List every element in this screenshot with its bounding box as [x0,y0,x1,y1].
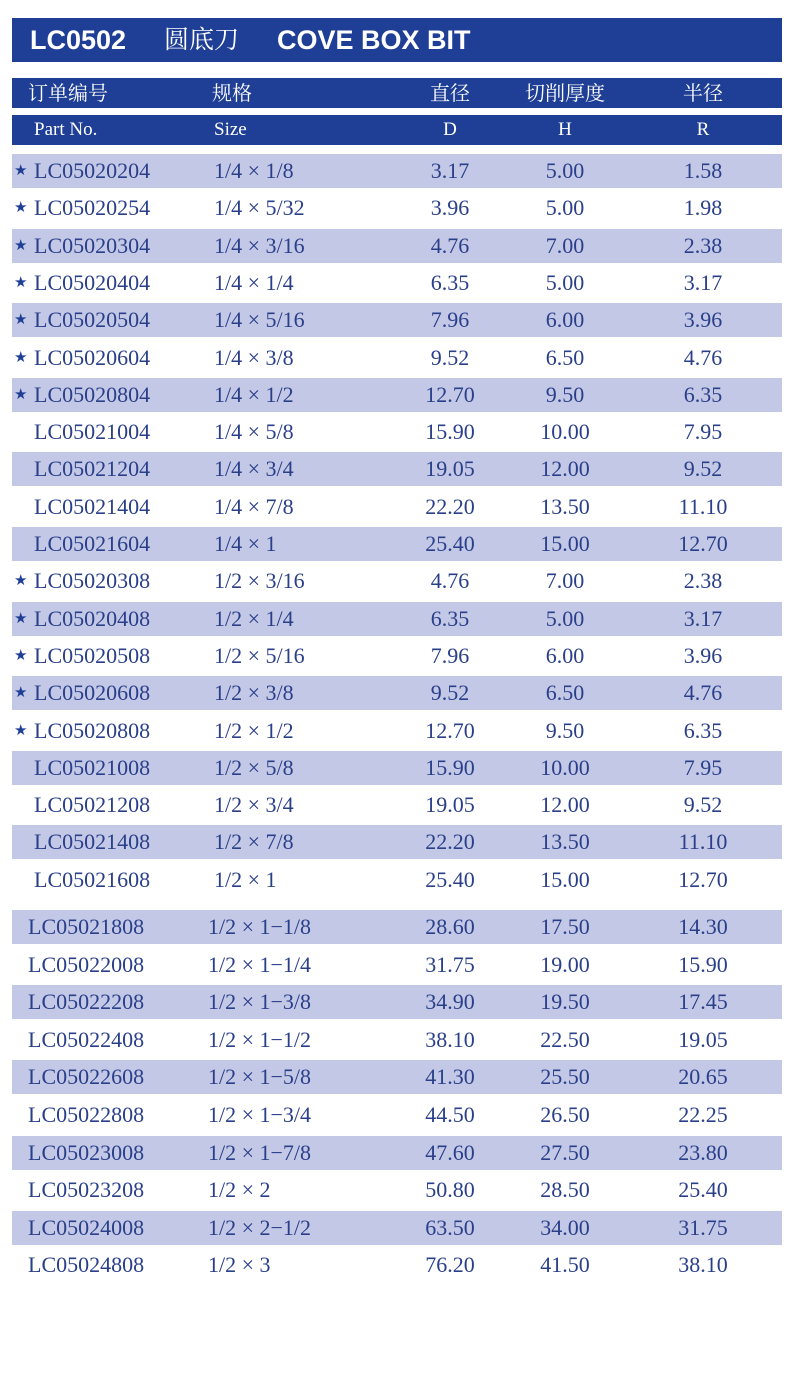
part-number-cell: LC05022808 [28,1102,145,1127]
star-icon: ★ [14,312,28,329]
diameter-cell: 47.60 [425,1139,475,1165]
height-cell: 5.00 [545,158,585,183]
height-cell: 5.00 [545,269,585,295]
diameter-cell: 31.75 [425,951,475,977]
height-cell: 7.00 [545,232,585,258]
star-icon: ★ [14,386,28,403]
radius-cell: 3.17 [683,269,723,295]
table-row [12,714,782,748]
table-row [12,415,782,449]
table-row [12,788,782,822]
table-row [12,490,782,524]
size-cell: 1/4 × 1/2 [214,381,294,407]
table-row [12,676,782,710]
diameter-cell: 22.20 [425,493,475,519]
table-row [12,527,782,561]
radius-cell: 20.65 [678,1064,728,1090]
title-code: LC0502 [30,25,127,55]
radius-cell: 22.25 [678,1102,728,1127]
height-cell: 13.50 [540,493,590,519]
part-number-cell: LC05021408 [34,829,151,855]
height-cell: 22.50 [540,1026,590,1052]
table-row [12,341,782,375]
height-cell: 6.00 [545,642,585,668]
table-row [12,948,782,982]
size-cell: 1/2 × 3/4 [214,792,294,818]
diameter-cell: 50.80 [425,1177,475,1203]
part-number-cell: LC05022208 [28,989,145,1015]
height-cell: 15.00 [540,866,590,892]
height-cell: 19.00 [540,951,590,977]
diameter-cell: 63.50 [425,1214,475,1240]
table-row [12,863,782,897]
diameter-cell: 15.90 [425,419,475,445]
radius-cell: 6.35 [683,381,723,407]
part-number-cell: LC05022608 [28,1064,145,1090]
part-number-cell: LC05023208 [28,1177,145,1203]
table-row [12,639,782,673]
part-number-cell: LC05020308 [34,568,151,594]
radius-cell: 3.96 [683,307,723,333]
star-icon: ★ [14,685,28,702]
part-number-cell: LC05020808 [34,717,151,743]
diameter-cell: 19.05 [425,792,475,818]
part-number-cell: LC05020504 [34,307,151,333]
size-cell: 1/2 × 5/16 [214,642,305,668]
radius-cell: 7.95 [683,419,723,445]
height-cell: 10.00 [540,754,590,780]
part-number-cell: LC05021008 [34,754,151,780]
diameter-cell: 9.52 [430,344,470,370]
size-cell: 1/2 × 3/16 [214,568,305,594]
height-cell: 9.50 [545,717,585,743]
size-cell: 1/2 × 3 [208,1252,271,1278]
radius-cell: 2.38 [683,232,723,258]
height-cell: 7.00 [545,568,585,594]
size-cell: 1/2 × 1−3/8 [208,989,312,1015]
table-row [12,1248,782,1282]
height-cell: 6.50 [545,680,585,706]
diameter-cell: 15.90 [425,754,475,780]
part-number-cell: LC05022408 [28,1026,145,1052]
part-number-cell: LC05021404 [34,493,151,519]
star-icon: ★ [14,610,28,627]
part-number-cell: LC05020254 [34,195,151,221]
size-cell: 1/2 × 1/4 [214,605,294,631]
diameter-cell: 25.40 [425,866,475,892]
height-cell: 12.00 [540,792,590,818]
radius-cell: 4.76 [683,344,723,370]
table-row [12,154,782,188]
part-number-cell: LC05021208 [34,792,151,818]
table-row [12,1023,782,1057]
diameter-cell: 38.10 [425,1026,475,1052]
part-number-cell: LC05020508 [34,642,151,668]
radius-cell: 7.95 [683,754,723,780]
header-d-cn: 直径 [430,81,470,105]
diameter-cell: 4.76 [430,568,470,594]
title-chinese: 圆底刀 [164,25,240,54]
radius-cell: 12.70 [678,531,728,556]
size-cell: 1/4 × 1 [214,531,277,556]
radius-cell: 4.76 [683,680,723,706]
diameter-cell: 41.30 [425,1064,475,1090]
size-cell: 1/2 × 7/8 [214,829,294,855]
table-row [12,303,782,337]
diameter-cell: 7.96 [430,642,470,668]
part-number-cell: LC05022008 [28,951,145,977]
table-row [12,985,782,1019]
table-row [12,910,782,944]
size-cell: 1/2 × 5/8 [214,754,294,780]
header-part-en: Part No. [34,119,98,140]
part-number-cell: LC05021604 [34,531,151,556]
part-number-cell: LC05020204 [34,158,151,183]
size-cell: 1/2 × 1−1/8 [208,914,312,939]
part-number-cell: LC05021204 [34,456,151,482]
diameter-cell: 19.05 [425,456,475,482]
height-cell: 9.50 [545,381,585,407]
size-cell: 1/2 × 2−1/2 [208,1214,312,1240]
size-cell: 1/4 × 1/4 [214,269,294,295]
star-icon: ★ [14,274,28,291]
table-row [12,564,782,598]
radius-cell: 2.38 [683,568,723,594]
size-cell: 1/2 × 1 [214,866,277,892]
table-row [12,191,782,225]
diameter-cell: 12.70 [425,717,475,743]
part-number-cell: LC05023008 [28,1139,145,1165]
height-cell: 17.50 [540,914,590,939]
header-size-cn: 规格 [212,81,252,105]
table-row [12,751,782,785]
table-row [12,1173,782,1207]
part-number-cell: LC05021608 [34,866,151,892]
diameter-cell: 44.50 [425,1102,475,1127]
size-cell: 1/2 × 1−3/4 [208,1102,312,1127]
header-d-en: D [443,119,457,140]
size-cell: 1/4 × 3/4 [214,456,294,482]
diameter-cell: 12.70 [425,381,475,407]
size-cell: 1/2 × 1−5/8 [208,1064,312,1090]
table-row [12,266,782,300]
part-number-cell: LC05020304 [34,232,151,258]
radius-cell: 25.40 [678,1177,728,1203]
diameter-cell: 6.35 [430,605,470,631]
radius-cell: 6.35 [683,717,723,743]
height-cell: 5.00 [545,605,585,631]
radius-cell: 15.90 [678,951,728,977]
height-cell: 25.50 [540,1064,590,1090]
diameter-cell: 76.20 [425,1252,475,1278]
star-icon: ★ [14,163,28,179]
height-cell: 5.00 [545,195,585,221]
size-cell: 1/4 × 3/8 [214,344,294,370]
size-cell: 1/4 × 1/8 [214,158,294,183]
height-cell: 10.00 [540,419,590,445]
star-icon: ★ [14,647,28,664]
header-h-cn: 切削厚度 [525,81,605,105]
part-number-cell: LC05020804 [34,381,151,407]
table-row [12,229,782,263]
height-cell: 6.50 [545,344,585,370]
size-cell: 1/4 × 5/16 [214,307,305,333]
header-r-cn: 半径 [683,81,723,105]
size-cell: 1/4 × 7/8 [214,493,294,519]
size-cell: 1/4 × 5/8 [214,419,294,445]
radius-cell: 3.96 [683,642,723,668]
radius-cell: 12.70 [678,866,728,892]
diameter-cell: 22.20 [425,829,475,855]
header-size-en: Size [214,119,247,140]
diameter-cell: 7.96 [430,307,470,333]
height-cell: 34.00 [540,1214,590,1240]
radius-cell: 38.10 [678,1252,728,1278]
diameter-cell: 25.40 [425,531,475,556]
table-row [12,452,782,486]
radius-cell: 9.52 [683,456,723,482]
part-number-cell: LC05021004 [34,419,151,445]
height-cell: 27.50 [540,1139,590,1165]
star-icon: ★ [14,722,28,739]
part-number-cell: LC05024808 [28,1252,145,1278]
table-row [12,1060,782,1094]
size-cell: 1/4 × 5/32 [214,195,305,221]
size-cell: 1/2 × 1/2 [214,717,294,743]
height-cell: 6.00 [545,307,585,333]
table-row [12,1098,782,1132]
diameter-cell: 3.17 [430,158,470,183]
radius-cell: 3.17 [683,605,723,631]
radius-cell: 14.30 [678,914,728,939]
height-cell: 15.00 [540,531,590,556]
height-cell: 28.50 [540,1177,590,1203]
title-english: COVE BOX BIT [277,25,471,55]
part-number-cell: LC05020408 [34,605,151,631]
part-number-cell: LC05020608 [34,680,151,706]
size-cell: 1/2 × 1−1/2 [208,1026,312,1052]
radius-cell: 9.52 [683,792,723,818]
radius-cell: 11.10 [678,493,728,519]
star-icon: ★ [14,237,28,254]
diameter-cell: 4.76 [430,232,470,258]
star-icon: ★ [14,349,28,366]
diameter-cell: 6.35 [430,269,470,295]
size-cell: 1/2 × 3/8 [214,680,294,706]
radius-cell: 11.10 [678,829,728,855]
part-number-cell: LC05021808 [28,914,145,939]
part-number-cell: LC05020404 [34,269,151,295]
size-cell: 1/2 × 1−1/4 [208,951,312,977]
table-row [12,825,782,859]
radius-cell: 1.98 [683,195,723,221]
part-number-cell: LC05024008 [28,1214,145,1240]
table-row [12,1136,782,1170]
radius-cell: 19.05 [678,1026,728,1052]
size-cell: 1/2 × 1−7/8 [208,1139,312,1165]
star-icon: ★ [14,200,28,217]
table-row [12,602,782,636]
height-cell: 41.50 [540,1252,590,1278]
radius-cell: 1.58 [683,158,723,183]
size-cell: 1/2 × 2 [208,1177,271,1203]
table-row [12,1211,782,1245]
radius-cell: 17.45 [678,989,728,1015]
diameter-cell: 3.96 [430,195,470,221]
height-cell: 26.50 [540,1102,590,1127]
header-r-en: R [696,119,710,140]
part-number-cell: LC05020604 [34,344,151,370]
star-icon: ★ [14,573,28,590]
diameter-cell: 28.60 [425,914,475,939]
radius-cell: 31.75 [678,1214,728,1240]
header-part-cn: 订单编号 [28,81,108,105]
header-h-en: H [558,119,572,140]
table-row [12,378,782,412]
size-cell: 1/4 × 3/16 [214,232,305,258]
radius-cell: 23.80 [678,1139,728,1165]
diameter-cell: 34.90 [425,989,475,1015]
diameter-cell: 9.52 [430,680,470,706]
height-cell: 12.00 [540,456,590,482]
height-cell: 13.50 [540,829,590,855]
height-cell: 19.50 [540,989,590,1015]
